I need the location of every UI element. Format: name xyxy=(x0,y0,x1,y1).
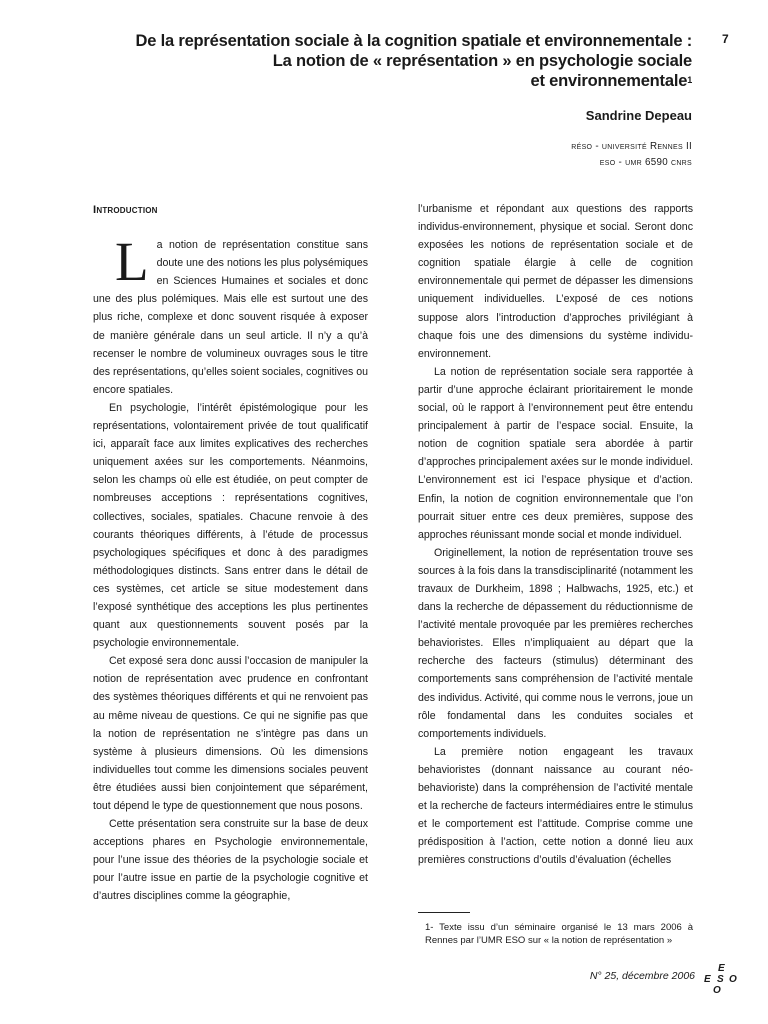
paragraph: Cet exposé sera donc aussi l’occasion de manipuler la notion de représentation avec prudence en confrontant des systèmes théoriques différents et qui ne renvoient pas au même niveau de questions. Ce qui ne signifie pas que la notion de représentation ne s’intègre pas dans un système à plusieurs dimensions. Où les dimensions individuelles tout comme les dimensions sociales peuvent être étudiées aussi bien conjointement que séparément, tout dépend le type de questionnement que nous posons. xyxy=(93,655,368,812)
drop-cap: L xyxy=(115,231,149,293)
right-column xyxy=(418,200,693,869)
logo-letter-s: S xyxy=(717,974,724,985)
paragraph: En psychologie, l’intérêt épistémologique pour les représentations, volontairement privée de tout qualificatif ici, apparaît face aux limites explicatives des recherches uniquement axées sur les comportements. Néanmoins, selon les champs où elle est étudiée, on peut compter de nombreuses acceptions : représentations cognitives, collectives, sociales, spatiales. Chacune renvoie à des courants théoriques différents, à l’étude de processus psychologiques spécifiques et donc à des paradigmes méthodologiques distincts. Sans entrer dans le détail de ces systèmes, cet article se situe modestement dans l’exposé synthétique des acceptions les plus pertinentes quant aux questionnements souvent posés par la psychologie environnementale. xyxy=(93,401,368,650)
affiliation xyxy=(571,139,692,170)
paragraph-text: a notion de représentation constitue sans doute une des notions les plus polysémiques en Sciences Humaines et sociales et donc une des plus polémiques. Mais elle est surtout une des plus riche, complexe et donc souvent risquée à exposer de manière générale dans un seul article. Il n’y a qu’à recenser le nombre de volumineux ouvrages sous le titre des représentations, qu’elles soient sociales, cognitives ou encore spatiales. xyxy=(93,239,369,396)
page-number: 7 xyxy=(722,32,729,46)
footnote: 1- Texte issu d’un séminaire organisé le 13 mars 2006 à Rennes par l’UMR ESO sur « la notion de représentation » xyxy=(425,922,693,946)
title-line-2: La notion de « représentation » en psychologie sociale xyxy=(272,52,692,70)
paragraph: Cette présentation sera construite sur la base de deux acceptions phares en Psychologie environnementale, pour l’une issue des théories de la psychologie sociale et pour l’autre issue en partie de la psychologie cognitive et d’autres disciplines comme la géographie, xyxy=(93,818,368,903)
title-line-3-text: et environnementale xyxy=(530,72,688,90)
paragraph: Originellement, la notion de représentation trouve ses sources à la fois dans la transdisciplinarité (notamment les travaux de Durkheim, 1898 ; Halbwachs, 1925, etc.) et dans la recherche de dépassement du réductionnisme de l’activité mentale provoquée par les premières recherches behavioristes. Elles n’impliquaient au départ que la recherche des facteurs (stimulus) déterminant des comportements sans compréhension de l’activité mentale des individus. Activité, qui comme nous le verrons, joue un rôle fondamental dans les conduites sociales et comportements individuels. xyxy=(418,546,693,740)
paragraph: l’urbanisme et répondant aux questions des rapports individus-environnement, physique et social. Seront donc exposées les notions de représentation sociale et de cognition spatiale élargie à celle de cognition environnementale qui permet de dépasser les dimensions uniquement individuelles. L’exposé de ces notions suppose alors l’introduction d’approches privilégiant à chaque fois une des dimensions du système individu-environnement. xyxy=(418,203,693,360)
section-heading: Introduction xyxy=(93,204,158,216)
article-title xyxy=(72,31,692,91)
author-name: Sandrine Depeau xyxy=(585,108,692,123)
logo-letter-o-right: O xyxy=(729,974,737,985)
eso-logo xyxy=(702,963,738,997)
affiliation-line-1: réso - université Rennes II xyxy=(571,141,692,152)
title-line-1: De la représentation sociale à la cognition spatiale et environnementale : xyxy=(135,32,692,50)
footnote-rule xyxy=(418,912,470,913)
paragraph: La notion de représentation sociale sera rapportée à partir d’une approche éclairant prioritairement le monde social, où le rapport à l’environnement peut être entendu principalement à partir de l’espace social. Ensuite, la notion de cognition spatiale sera abordée à partir d’approches principalement axées sur le monde individuel. L’environnement est ici l’espace physique et d’action. Enfin, la notion de cognition environnementale que l’on pourrait situer entre ces deux premières, suppose des approches réunissant monde social et monde individuel. xyxy=(418,365,694,541)
logo-letter-e-left: E xyxy=(704,974,711,985)
logo-letter-e-top: E xyxy=(718,963,725,974)
title-line-3 xyxy=(72,71,692,91)
footnote-mark: 1 xyxy=(687,75,692,85)
affiliation-line-2: eso - umr 6590 cnrs xyxy=(599,156,692,168)
logo-letter-o-bottom: O xyxy=(713,985,721,996)
paragraph xyxy=(93,231,369,399)
issue-label: N° 25, décembre 2006 xyxy=(589,970,695,982)
left-column xyxy=(93,200,368,906)
paragraph: La première notion engageant les travaux behavioristes (donnant naissance au courant néo-behavioriste) dans la compréhension de l’activité mentale et la recherche de facteurs intermédiaires entre le stimulus et le comportement est l’attitude. Comprise comme une prédisposition à l’action, cette notion a donné lieu aux premières constructions d’outils d’évaluation (échelles xyxy=(418,745,693,867)
